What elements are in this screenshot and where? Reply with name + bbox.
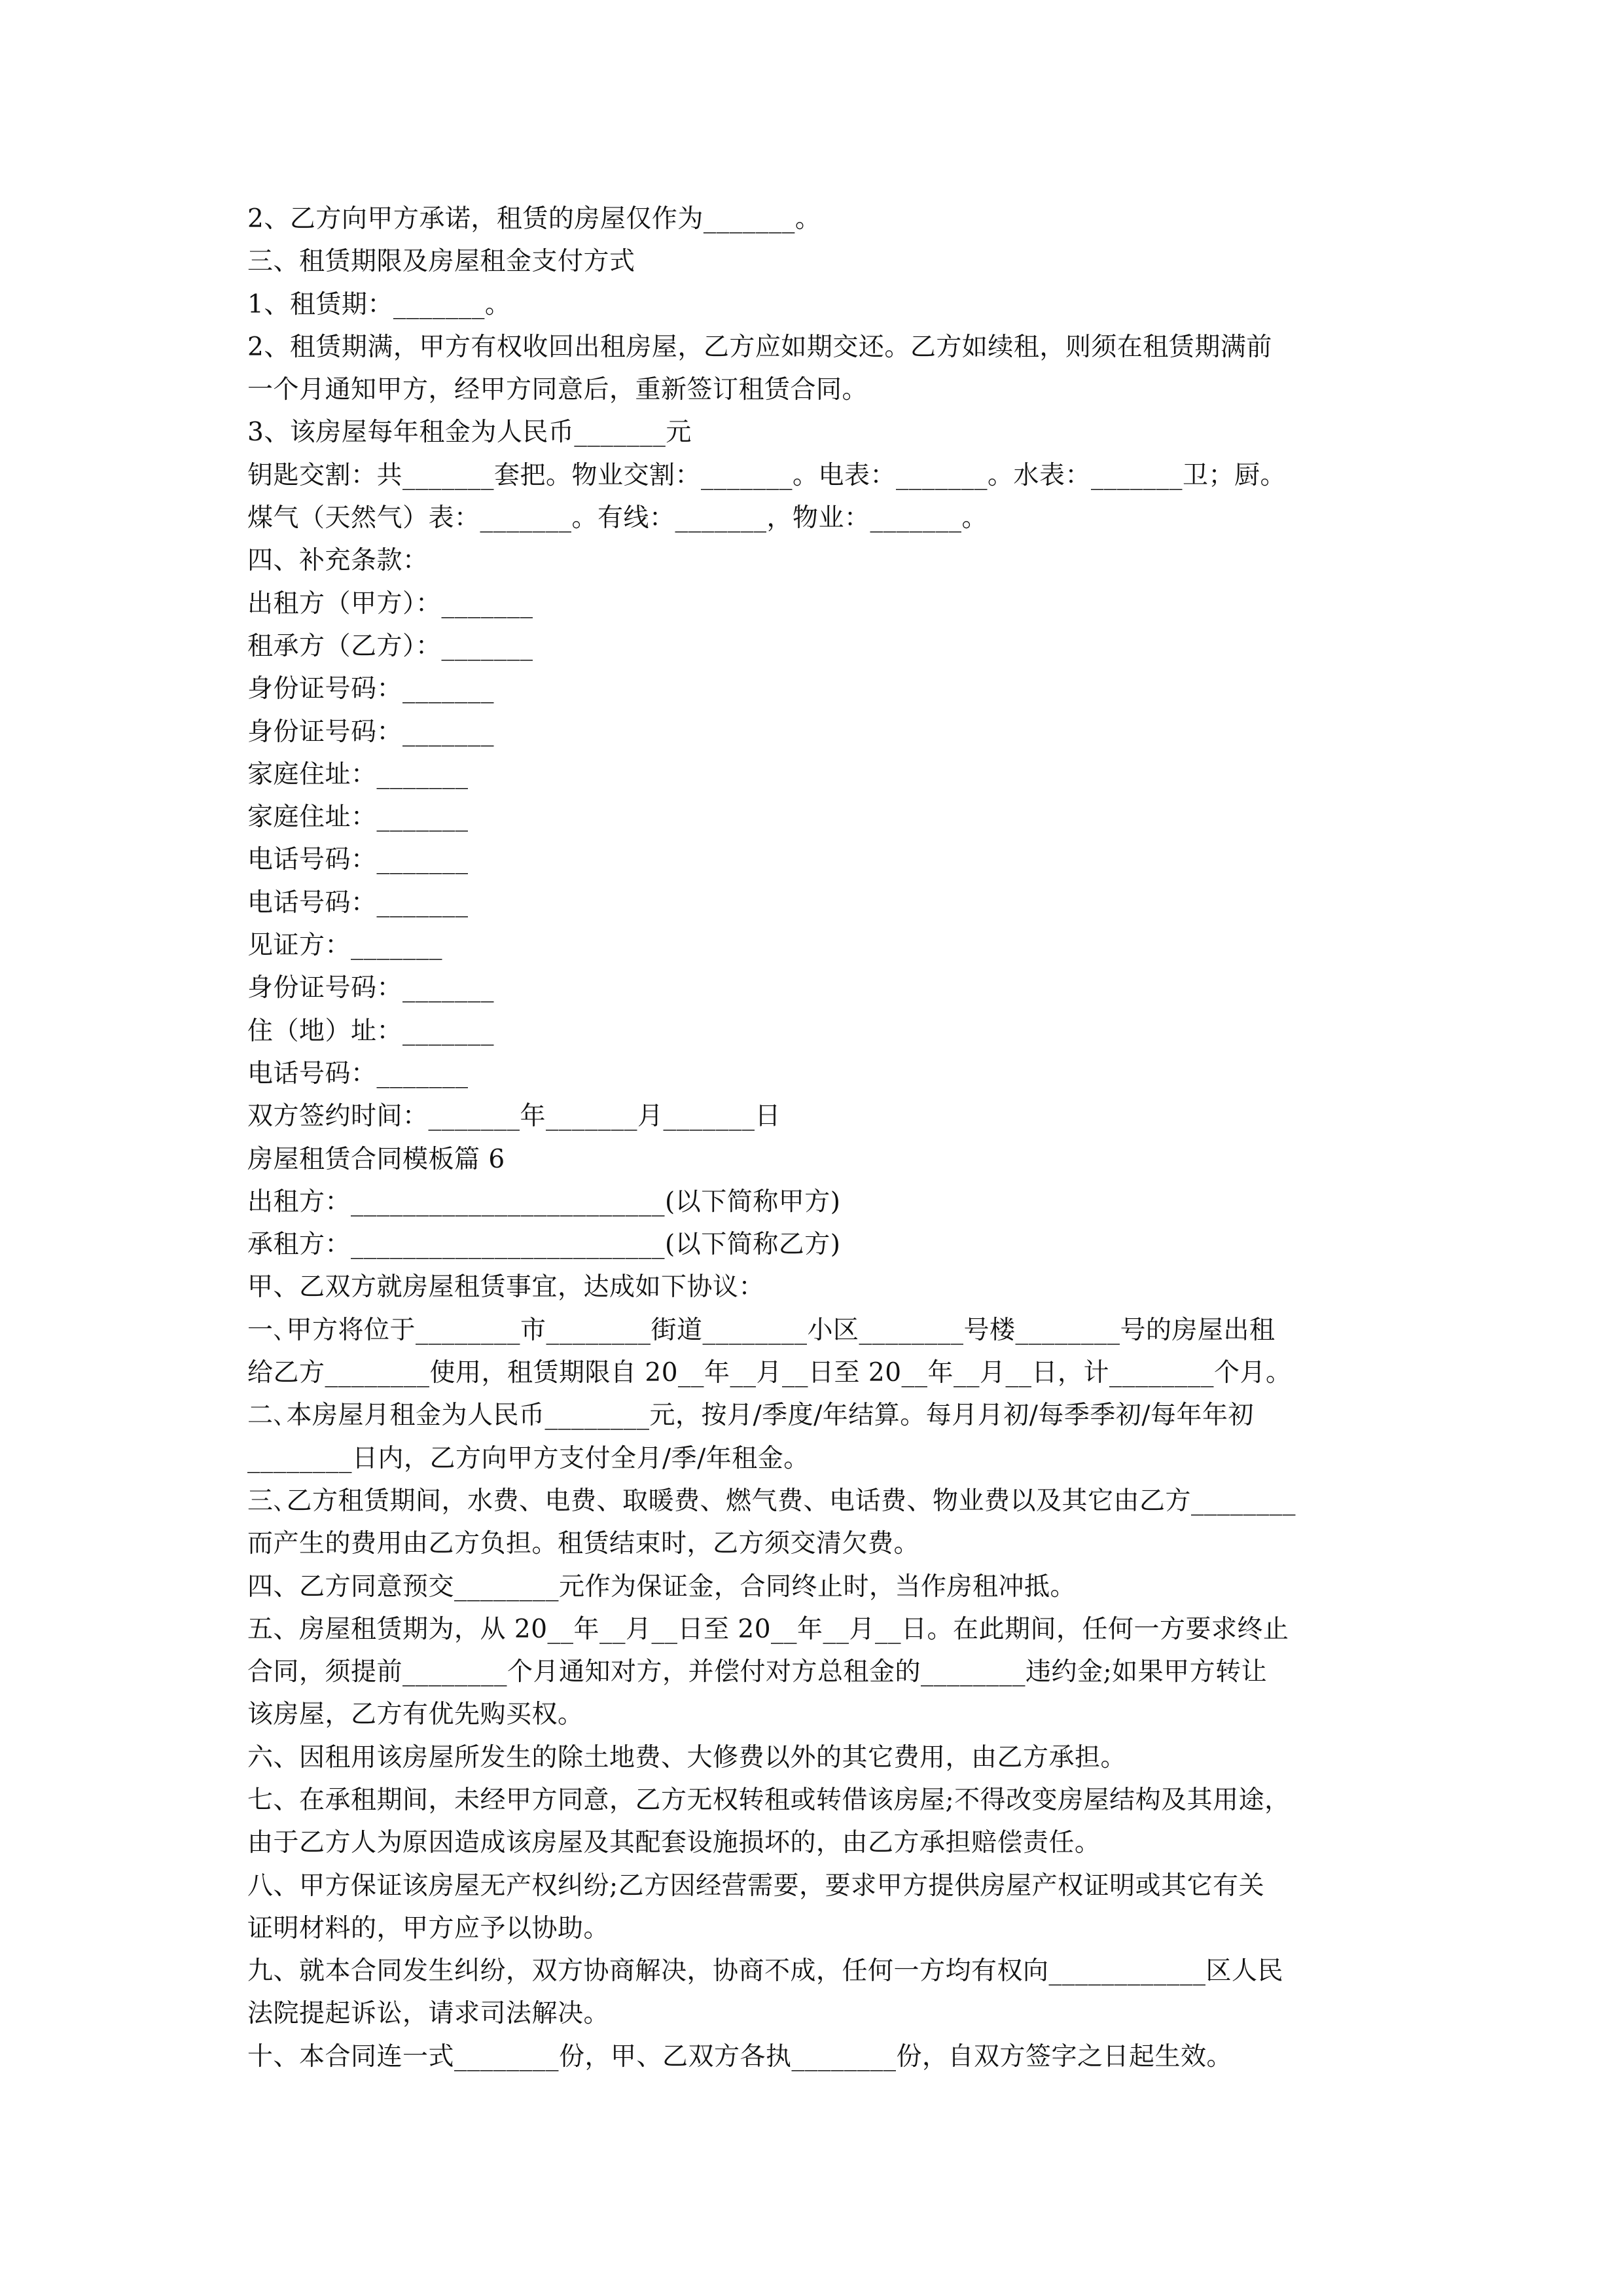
text-line: 该房屋，乙方有优先购买权。 xyxy=(247,1700,584,1730)
text-line: 证明材料的，甲方应予以协助。 xyxy=(247,1913,610,1943)
text-line: 由于乙方人为原因造成该房屋及其配套设施损坏的，由乙方承担赔偿责任。 xyxy=(247,1828,1101,1858)
text-line: 身份证号码：_______ xyxy=(247,674,495,704)
text-line: 双方签约时间：_______年_______月_______日 xyxy=(247,1102,781,1132)
text-line: 出租方：________________________(以下简称甲方) xyxy=(247,1187,841,1217)
text-line: 钥匙交割：共_______套把。物业交割：_______。电表：_______。水表：_______卫；厨。 xyxy=(247,460,1287,490)
text-line: 房屋租赁合同模板篇 6 xyxy=(247,1144,505,1174)
text-line: 租承方（乙方）：_______ xyxy=(247,631,533,661)
text-line: 见证方：_______ xyxy=(247,931,443,961)
document-page xyxy=(247,198,1399,2078)
text-line: 法院提起诉讼，请求司法解决。 xyxy=(247,1999,610,2029)
text-line: 承租方：________________________(以下简称乙方) xyxy=(247,1230,841,1260)
text-line: 身份证号码：_______ xyxy=(247,717,495,747)
text-line: ________日内，乙方向甲方支付全月/季/年租金。 xyxy=(247,1443,810,1473)
text-line: 五、房屋租赁期为，从 20__年__月__日至 20__年__月__日。在此期间，任何一方要求终止 xyxy=(247,1614,1289,1644)
text-line: 2、乙方向甲方承诺，租赁的房屋仅作为_______。 xyxy=(247,204,821,234)
text-line: 甲、乙双方就房屋租赁事宜，达成如下协议： xyxy=(247,1272,765,1302)
text-line: 三､乙方租赁期间，水费、电费、取暖费、燃气费、电话费、物业费以及其它由乙方________ xyxy=(247,1486,1296,1516)
text-line: 七、在承租期间，未经甲方同意，乙方无权转租或转借该房屋;不得改变房屋结构及其用途， xyxy=(247,1785,1291,1815)
text-line: 身份证号码：_______ xyxy=(247,973,495,1003)
text-line: 二､本房屋月租金为人民币________元，按月/季度/年结算。每月月初/每季季初/每年年初 xyxy=(247,1401,1255,1431)
text-line: 六、因租用该房屋所发生的除土地费、大修费以外的其它费用，由乙方承担。 xyxy=(247,1742,1127,1772)
text-line: 三、租赁期限及房屋租金支付方式 xyxy=(247,247,635,277)
text-line: 四、乙方同意预交________元作为保证金，合同终止时，当作房租冲抵。 xyxy=(247,1571,1077,1602)
text-line: 而产生的费用由乙方负担。租赁结束时，乙方须交清欠费。 xyxy=(247,1529,920,1559)
text-line: 出租方（甲方）：_______ xyxy=(247,588,533,619)
text-line: 电话号码：_______ xyxy=(247,1058,469,1088)
text-line: 住（地）址：_______ xyxy=(247,1016,495,1046)
text-line: 十、本合同连一式________份，甲、乙双方各执________份，自双方签字之日起生效。 xyxy=(247,2041,1233,2072)
text-line: 电话号码：_______ xyxy=(247,888,469,918)
text-line: 3、该房屋每年租金为人民币_______元 xyxy=(247,418,692,448)
text-line: 家庭住址：_______ xyxy=(247,759,469,789)
text-line: 合同，须提前________个月通知对方，并偿付对方总租金的________违约金;如果甲方转让 xyxy=(247,1657,1268,1687)
text-line: 给乙方________使用，租赁期限自 20__年__月__日至 20__年__月__日，计________个月。 xyxy=(247,1358,1292,1388)
text-line: 家庭住址：_______ xyxy=(247,802,469,833)
text-line: 四、补充条款： xyxy=(247,546,429,576)
text-line: 九、就本合同发生纠纷，双方协商解决，协商不成，任何一方均有权向____________区人民 xyxy=(247,1956,1284,1986)
text-line: 煤气（天然气）表：_______。有线：_______，物业：_______。 xyxy=(247,503,988,533)
text-line: 2、租赁期满，甲方有权收回出租房屋，乙方应如期交还。乙方如续租，则须在租赁期满前 xyxy=(247,332,1272,362)
text-line: 八、甲方保证该房屋无产权纠纷;乙方因经营需要，要求甲方提供房屋产权证明或其它有关 xyxy=(247,1871,1265,1901)
text-line: 电话号码：_______ xyxy=(247,845,469,875)
text-line: 1、租赁期：_______。 xyxy=(247,289,511,319)
text-line: 一个月通知甲方，经甲方同意后，重新签订租赁合同。 xyxy=(247,375,868,405)
text-line: 一､甲方将位于________市________街道________小区________号楼________号的房屋出租 xyxy=(247,1315,1275,1345)
